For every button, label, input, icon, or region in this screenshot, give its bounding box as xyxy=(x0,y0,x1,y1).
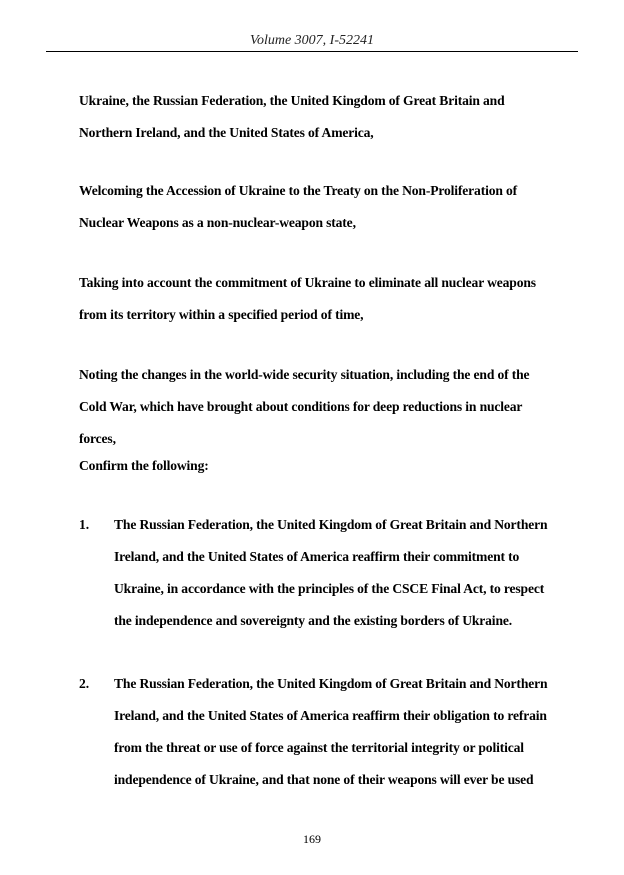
preamble-confirm: Confirm the following: xyxy=(79,458,209,473)
preamble-commitment: Taking into account the commitment of Ukraine to eliminate all nuclear weapons from its territory within a specified period of time, xyxy=(79,275,536,322)
item-number: 1. xyxy=(79,517,90,532)
item-text: The Russian Federation, the United Kingdom of Great Britain and Northern Ireland, and the United States of America reaffirm their obligation to refrain from the threat or use of force against the territorial integrity or political independence of Ukraine, and that none of their weapons will ever be used xyxy=(114,676,548,787)
item-text: The Russian Federation, the United Kingdom of Great Britain and Northern Ireland, and the United States of America reaffirm their commitment to Ukraine, in accordance with the principles of the CSCE Final Act, to respect the independence and sovereignty and the existing borders of Ukraine. xyxy=(114,517,548,628)
item-number: 2. xyxy=(79,676,90,691)
preamble-welcoming: Welcoming the Accession of Ukraine to the Treaty on the Non-Proliferation of Nuclear Weapons as a non-nuclear-weapon state, xyxy=(79,183,518,230)
page-number: 169 xyxy=(303,832,321,846)
preamble-noting: Noting the changes in the world-wide security situation, including the end of the Cold War, which have brought about conditions for deep reductions in nuclear forces, xyxy=(79,367,530,446)
header-divider xyxy=(46,51,578,52)
preamble-parties: Ukraine, the Russian Federation, the United Kingdom of Great Britain and Northern Ireland, and the United States of America, xyxy=(79,93,505,140)
running-header: Volume 3007, I-52241 xyxy=(249,33,375,48)
